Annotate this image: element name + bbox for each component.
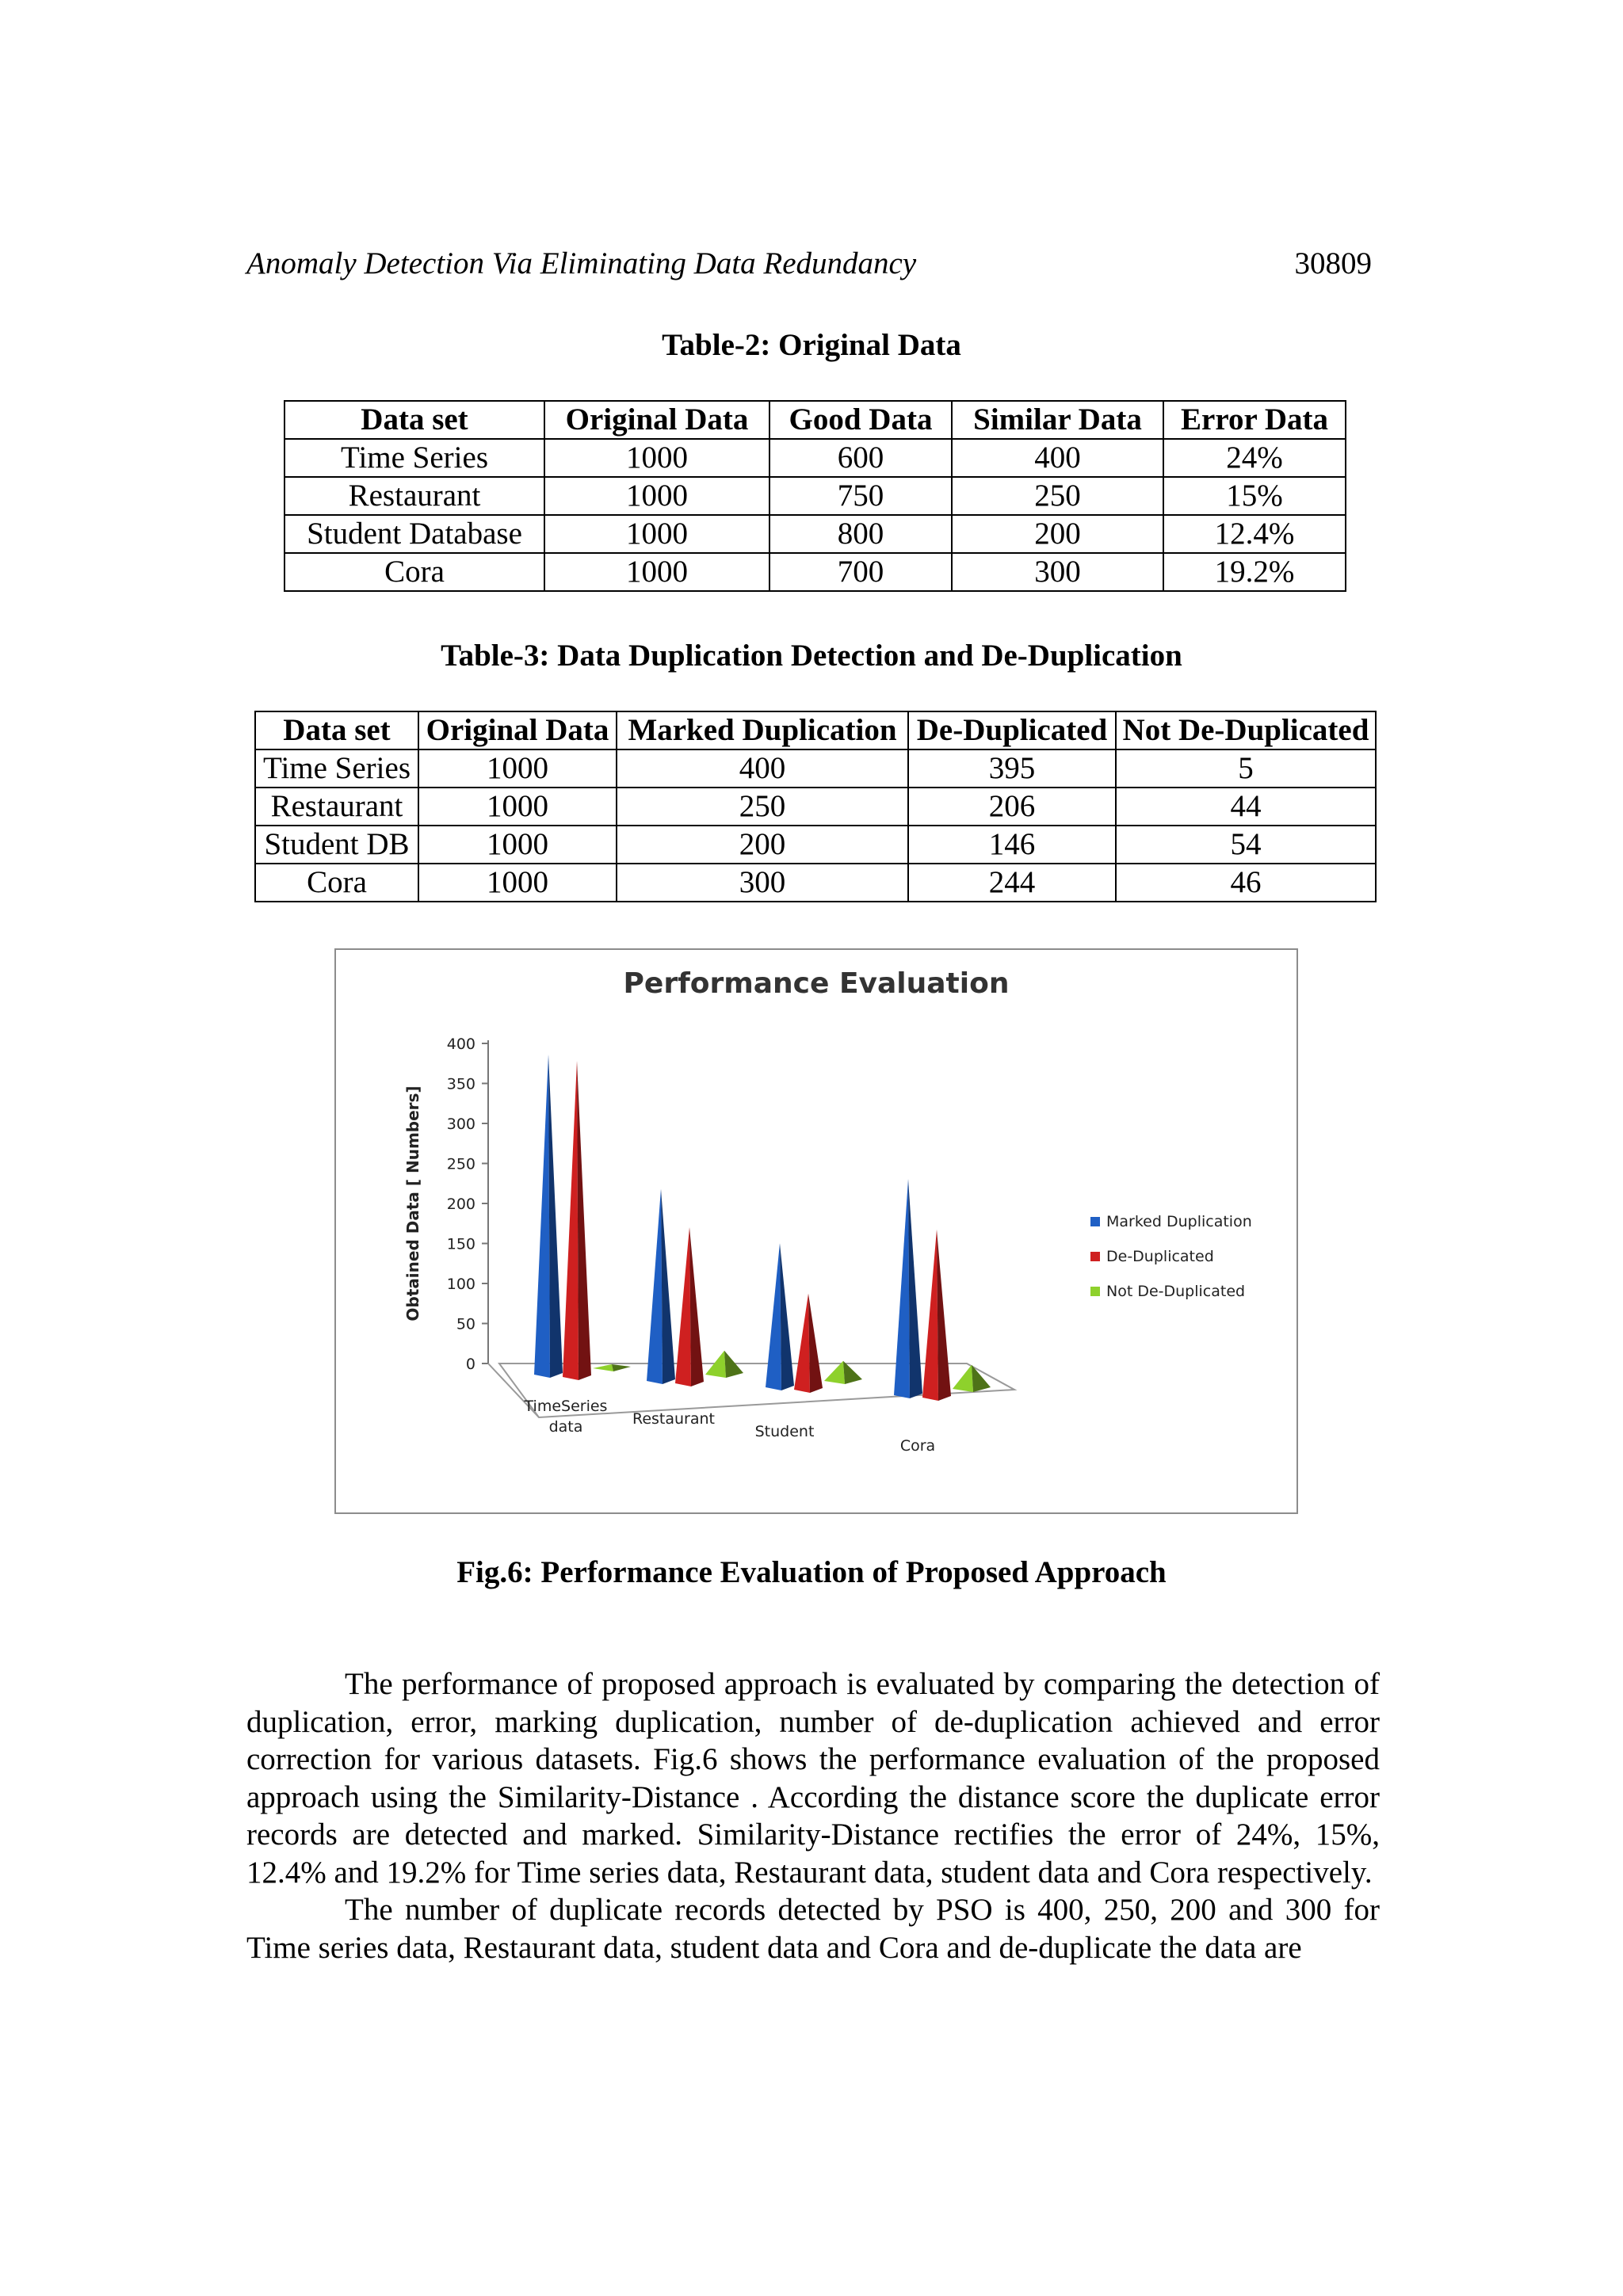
table-row — [285, 477, 1346, 515]
table-cell: 250 — [617, 788, 908, 826]
table-cell: Time Series — [285, 439, 544, 477]
table-cell: 146 — [908, 826, 1116, 864]
table-row — [255, 826, 1376, 864]
legend-label: De-Duplicated — [1106, 1248, 1214, 1265]
table-cell: 24% — [1163, 439, 1346, 477]
table-cell: 5 — [1116, 749, 1376, 788]
column-header: Good Data — [769, 401, 952, 439]
bar-0-3-side — [908, 1179, 922, 1398]
table-cell: Student Database — [285, 515, 544, 553]
table-cell: 600 — [769, 439, 952, 477]
table-cell: 1000 — [544, 515, 769, 553]
y-tick-label: 50 — [456, 1315, 475, 1333]
y-tick-label: 150 — [446, 1235, 475, 1253]
x-tick-label: Student — [754, 1423, 815, 1440]
table-row — [255, 749, 1376, 788]
table-cell: Restaurant — [255, 788, 418, 826]
paragraph: The number of duplicate records detected by PSO is 400, 250, 200 and 300 for Time series data, Restaurant data, student data and Cora and de-duplicate the data are — [246, 1893, 1380, 1965]
column-header: Similar Data — [952, 401, 1163, 439]
y-axis-label: Obtained Data [ Numbers] — [403, 1085, 422, 1322]
table-cell: 1000 — [418, 826, 617, 864]
table-row — [285, 515, 1346, 553]
table-cell: 244 — [908, 864, 1116, 902]
table-cell: 46 — [1116, 864, 1376, 902]
bar-1-3-side — [937, 1230, 951, 1401]
y-tick-label: 250 — [446, 1155, 475, 1173]
bar-1-0-front — [563, 1061, 579, 1380]
y-tick-label: 0 — [465, 1356, 475, 1373]
bar-0-1-front — [647, 1189, 663, 1384]
table-cell: Cora — [285, 553, 544, 591]
column-header: Data set — [255, 711, 418, 749]
table-row — [285, 439, 1346, 477]
x-tick-label: Cora — [899, 1437, 936, 1455]
bar-1-1-side — [689, 1227, 704, 1386]
table-cell: 250 — [952, 477, 1163, 515]
page-number: 30809 — [1294, 246, 1372, 280]
legend-swatch — [1090, 1287, 1100, 1296]
x-tick-label: data — [548, 1418, 583, 1436]
body-text — [246, 1665, 1380, 1966]
legend-swatch — [1090, 1217, 1100, 1226]
table-cell: 12.4% — [1163, 515, 1346, 553]
y-tick-label: 400 — [446, 1035, 475, 1053]
table-cell: Student DB — [255, 826, 418, 864]
table-header-row — [255, 711, 1376, 749]
column-header: Error Data — [1163, 401, 1346, 439]
x-tick-label: Restaurant — [632, 1410, 716, 1428]
column-header: Not De-Duplicated — [1116, 711, 1376, 749]
bar-0-1-side — [661, 1189, 675, 1384]
table-cell: 1000 — [418, 788, 617, 826]
figure-caption: Fig.6: Performance Evaluation of Proposed Approach — [456, 1555, 1167, 1589]
table-cell: 800 — [769, 515, 952, 553]
column-header: Original Data — [418, 711, 617, 749]
table-cell: 1000 — [544, 553, 769, 591]
deduplication-table — [254, 711, 1377, 902]
table-cell: Time Series — [255, 749, 418, 788]
table-header-row — [285, 401, 1346, 439]
table2-caption: Table-2: Original Data — [662, 328, 961, 362]
y-tick-label: 100 — [446, 1276, 475, 1293]
bar-0-3-front — [894, 1179, 910, 1398]
bar-0-2-front — [766, 1243, 781, 1390]
bar-0-2-side — [780, 1243, 794, 1390]
bar-1-1-front — [675, 1227, 691, 1386]
y-tick-label: 350 — [446, 1075, 475, 1093]
legend-swatch — [1090, 1252, 1100, 1261]
bar-0-0-side — [548, 1055, 563, 1378]
table-cell: 750 — [769, 477, 952, 515]
chart-title: Performance Evaluation — [623, 967, 1010, 1000]
y-tick-label: 200 — [446, 1196, 475, 1213]
table3-caption: Table-3: Data Duplication Detection and De-Duplication — [441, 639, 1182, 673]
table-cell: 400 — [617, 749, 908, 788]
table-cell: 54 — [1116, 826, 1376, 864]
bar-1-2-side — [808, 1294, 823, 1393]
bar-0-0-front — [534, 1055, 550, 1378]
table-cell: 300 — [617, 864, 908, 902]
column-header: De-Duplicated — [908, 711, 1116, 749]
table-cell: 700 — [769, 553, 952, 591]
running-header — [246, 246, 1372, 285]
column-header: Marked Duplication — [617, 711, 908, 749]
table-cell: 400 — [952, 439, 1163, 477]
performance-chart — [336, 950, 1296, 1512]
bar-1-0-side — [577, 1061, 591, 1380]
table-cell: 206 — [908, 788, 1116, 826]
table-cell: Cora — [255, 864, 418, 902]
table-cell: 15% — [1163, 477, 1346, 515]
original-data-table — [284, 400, 1346, 592]
legend-label: Marked Duplication — [1106, 1213, 1252, 1230]
table-cell: 200 — [617, 826, 908, 864]
table-cell: 1000 — [418, 749, 617, 788]
table-cell: 1000 — [544, 477, 769, 515]
y-tick-label: 300 — [446, 1116, 475, 1133]
x-tick-label: TimeSeries — [524, 1398, 608, 1415]
table-row — [255, 864, 1376, 902]
paragraph: The performance of proposed approach is evaluated by comparing the detection of duplication, error, marking duplication, number of de-duplication achieved and error correction for various datasets. Fig.6 shows the performance evaluation of the proposed approach using the Similarity-Distance . According the distance score the duplicate error records are detected and marked. Similarity-Distance rectifies the error of 24%, 15%, 12.4% and 19.2% for Time series data, Restaurant data, student data and Cora respectively. — [246, 1667, 1380, 1890]
column-header: Data set — [285, 401, 544, 439]
table-row — [285, 553, 1346, 591]
column-header: Original Data — [544, 401, 769, 439]
table-cell: 300 — [952, 553, 1163, 591]
table-cell: 1000 — [544, 439, 769, 477]
table-cell: Restaurant — [285, 477, 544, 515]
table-cell: 44 — [1116, 788, 1376, 826]
table-cell: 200 — [952, 515, 1163, 553]
table-row — [255, 788, 1376, 826]
bar-1-2-front — [794, 1294, 810, 1393]
legend-label: Not De-Duplicated — [1106, 1283, 1246, 1300]
bar-1-3-front — [922, 1230, 938, 1401]
table-cell: 19.2% — [1163, 553, 1346, 591]
running-title: Anomaly Detection Via Eliminating Data Redundancy — [246, 246, 917, 280]
performance-chart-figure — [334, 948, 1298, 1514]
table-cell: 395 — [908, 749, 1116, 788]
table-cell: 1000 — [418, 864, 617, 902]
